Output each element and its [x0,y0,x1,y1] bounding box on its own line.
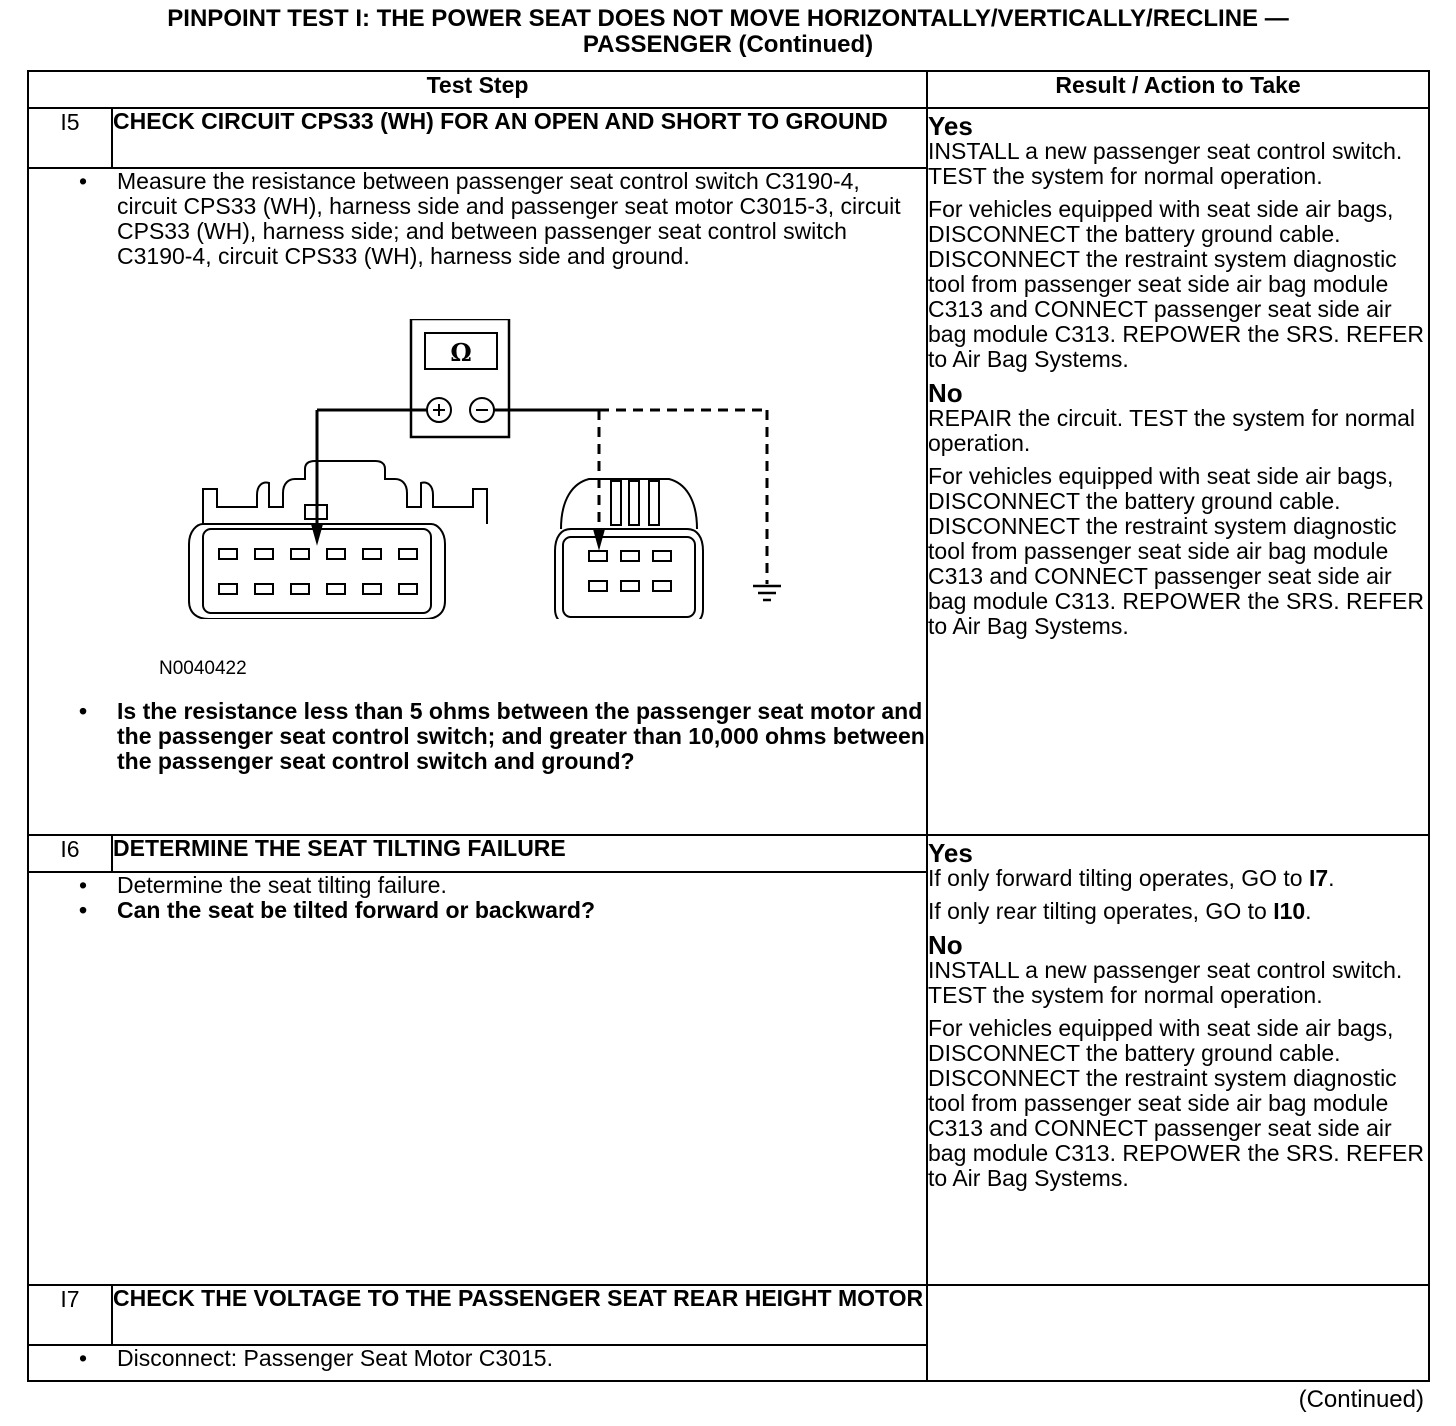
ground-icon [753,586,781,600]
step-result-i5 [927,108,1429,835]
step-title: CHECK THE VOLTAGE TO THE PASSENGER SEAT REAR HEIGHT MOTOR [112,1285,927,1345]
yes-label: Yes [928,837,973,868]
ohm-symbol: Ω [450,338,472,368]
test-step-header: Test Step [28,71,927,108]
action-item: • Measure the resistance between passenger seat control switch C3190-4, circuit CPS33 (WH), harness side and passenger seat motor C3015-3, circuit CPS33 (WH), harness side; and between passenger seat control switch C3190-4, circuit CPS33 (WH), harness side and ground. [117,169,926,269]
result-text: INSTALL a new passenger seat control switch. TEST the system for normal operation. [928,956,1403,1008]
result-text: For vehicles equipped with seat side air bags, DISCONNECT the battery ground cable. DISCONNECT the restraint system diagnostic tool from passenger seat side air bag module C313 and CONNECT passenger seat side air bag module C313. REPOWER the SRS. REFER to Air Bag Systems. [928,196,1424,373]
pinpoint-test-table [27,70,1430,1382]
page-title [0,6,1456,58]
step-body-i5 [28,168,927,835]
title-line-1: PINPOINT TEST I: THE POWER SEAT DOES NOT MOVE HORIZONTALLY/VERTICALLY/RECLINE — [167,5,1289,32]
continued-label: (Continued) [1298,1386,1424,1413]
switch-connector-c3190 [189,461,487,619]
step-id: I6 [28,835,112,872]
step-id: I5 [28,108,112,168]
result-text: If only rear tilting operates, GO to I10. [928,897,1312,924]
result-text: For vehicles equipped with seat side air bags, DISCONNECT the battery ground cable. DISCONNECT the restraint system diagnostic tool from passenger seat side air bag module C313 and CONNECT passenger seat side air bag module C313. REPOWER the SRS. REFER to Air Bag Systems. [928,1014,1424,1191]
action-item: • Determine the seat tilting failure. [117,873,926,898]
yes-label: Yes [928,111,973,142]
connector-diagram [29,269,926,699]
result-text: If only forward tilting operates, GO to I7. [928,864,1335,891]
step-result-i6 [927,835,1429,1285]
result-text: For vehicles equipped with seat side air bags, DISCONNECT the battery ground cable. DISCONNECT the restraint system diagnostic tool from passenger seat side air bag module C313 and CONNECT passenger seat side air bag module C313. REPOWER the SRS. REFER to Air Bag Systems. [928,463,1424,640]
wiring-diagram-svg [159,319,799,619]
step-body-i6 [28,872,927,1285]
step-title: DETERMINE THE SEAT TILTING FAILURE [112,835,927,872]
question-item: • Is the resistance less than 5 ohms between the passenger seat motor and the passenger seat control switch; and greater than 10,000 ohms between the passenger seat control switch and ground? [117,699,926,774]
no-label: No [928,378,963,409]
result-header: Result / Action to Take [927,71,1429,108]
step-body-i7 [28,1345,927,1381]
question-item: • Can the seat be tilted forward or backward? [117,898,926,923]
title-line-2: PASSENGER (Continued) [582,31,874,58]
no-label: No [928,929,963,960]
result-text: REPAIR the circuit. TEST the system for normal operation. [928,405,1416,457]
figure-id: N0040422 [159,658,247,680]
result-text: INSTALL a new passenger seat control switch. TEST the system for normal operation. [928,138,1403,190]
step-result-i7 [927,1285,1429,1381]
motor-connector-c3015 [555,479,703,619]
action-item: • Disconnect: Passenger Seat Motor C3015. [117,1346,926,1371]
step-id: I7 [28,1285,112,1345]
step-title: CHECK CIRCUIT CPS33 (WH) FOR AN OPEN AND SHORT TO GROUND [112,108,927,168]
